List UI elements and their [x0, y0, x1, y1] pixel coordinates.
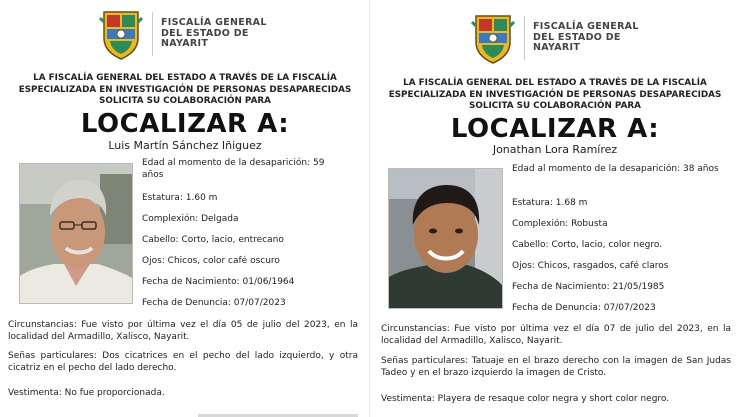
vestimenta: Vestimenta: No fue proporcionada. [8, 388, 165, 398]
field-ojos: Ojos: Chicos, color café oscuro [142, 256, 280, 266]
field-edad: Edad al momento de la desaparición: 59 [142, 158, 325, 168]
nayarit-coat-of-arms-icon [98, 8, 144, 60]
fiscalia-logo [470, 12, 639, 64]
field-edad: Edad al momento de la desaparición: 38 años [512, 164, 719, 174]
field-fecha-nacimiento: Fecha de Nacimiento: 21/05/1985 [512, 282, 665, 292]
intro-text: LA FISCALÍA GENERAL DEL ESTADO A TRAVÉS DE LA FISCALÍA ESPECIALIZADA EN INVESTIGACIÓN DE PERSONAS DESAPARECIDAS SOLICITA SU COLABORACIÓN PARA [388, 78, 722, 111]
field-cabello: Cabello: Corto, lacio, entrecano [142, 235, 284, 245]
logo-divider [524, 16, 525, 60]
field-ojos: Ojos: Chicos, rasgados, café claros [512, 261, 669, 271]
person-photo [19, 163, 133, 304]
field-estatura: Estatura: 1.60 m [142, 193, 218, 203]
headline: LOCALIZAR A: [450, 114, 660, 144]
field-complexion: Complexión: Robusta [512, 219, 608, 229]
field-estatura: Estatura: 1.68 m [512, 198, 588, 208]
circunstancias: Circunstancias: Fue visto por última vez el día 05 de julio del 2023, en la localidad del Armadillo, Xalisco, Nayarit. [8, 320, 358, 342]
circunstancias: Circunstancias: Fue visto por última vez el día 07 de julio del 2023, en la localidad del Armadillo, Xalisco, Nayarit. [381, 324, 731, 346]
org-name: FISCALÍA GENERAL DEL ESTADO DE NAYARIT [533, 21, 639, 54]
field-fecha-denuncia: Fecha de Denuncia: 07/07/2023 [142, 298, 286, 308]
field-fecha-denuncia: Fecha de Denuncia: 07/07/2023 [512, 303, 656, 313]
field-complexion: Complexión: Delgada [142, 214, 239, 224]
senas-particulares: Señas particulares: Tatuaje en el brazo derecho con la imagen de San Judas Tadeo y en el brazo izquierdo la imagen de Cristo. [381, 356, 731, 378]
field-cabello: Cabello: Corto, lacio, color negro. [512, 240, 663, 250]
org-name: FISCALÍA GENERAL DEL ESTADO DE NAYARIT [161, 17, 267, 50]
person-name: Jonathan Lora Ramírez [492, 143, 618, 156]
vestimenta: Vestimenta: Playera de resaque color negra y short color negro. [381, 394, 670, 404]
person-photo [388, 168, 503, 309]
field-edad-cont: años [142, 170, 164, 180]
person-name: Luis Martín Sánchez Iñiguez [108, 139, 262, 152]
senas-particulares: Señas particulares: Dos cicatrices en el pecho del lado izquierdo, y otra cicatriz en el pecho del lado derecho. [8, 351, 358, 373]
missing-person-poster-2 [370, 0, 740, 417]
intro-text: LA FISCALÍA GENERAL DEL ESTADO A TRAVÉS DE LA FISCALÍA ESPECIALIZADA EN INVESTIGACIÓN DE PERSONAS DESAPARECIDAS SOLICITA SU COLABORACIÓN PARA [18, 73, 352, 106]
logo-divider [152, 12, 153, 56]
headline: LOCALIZAR A: [80, 109, 290, 139]
field-fecha-nacimiento: Fecha de Nacimiento: 01/06/1964 [142, 277, 295, 287]
fiscalia-logo [98, 8, 267, 60]
nayarit-coat-of-arms-icon [470, 12, 516, 64]
